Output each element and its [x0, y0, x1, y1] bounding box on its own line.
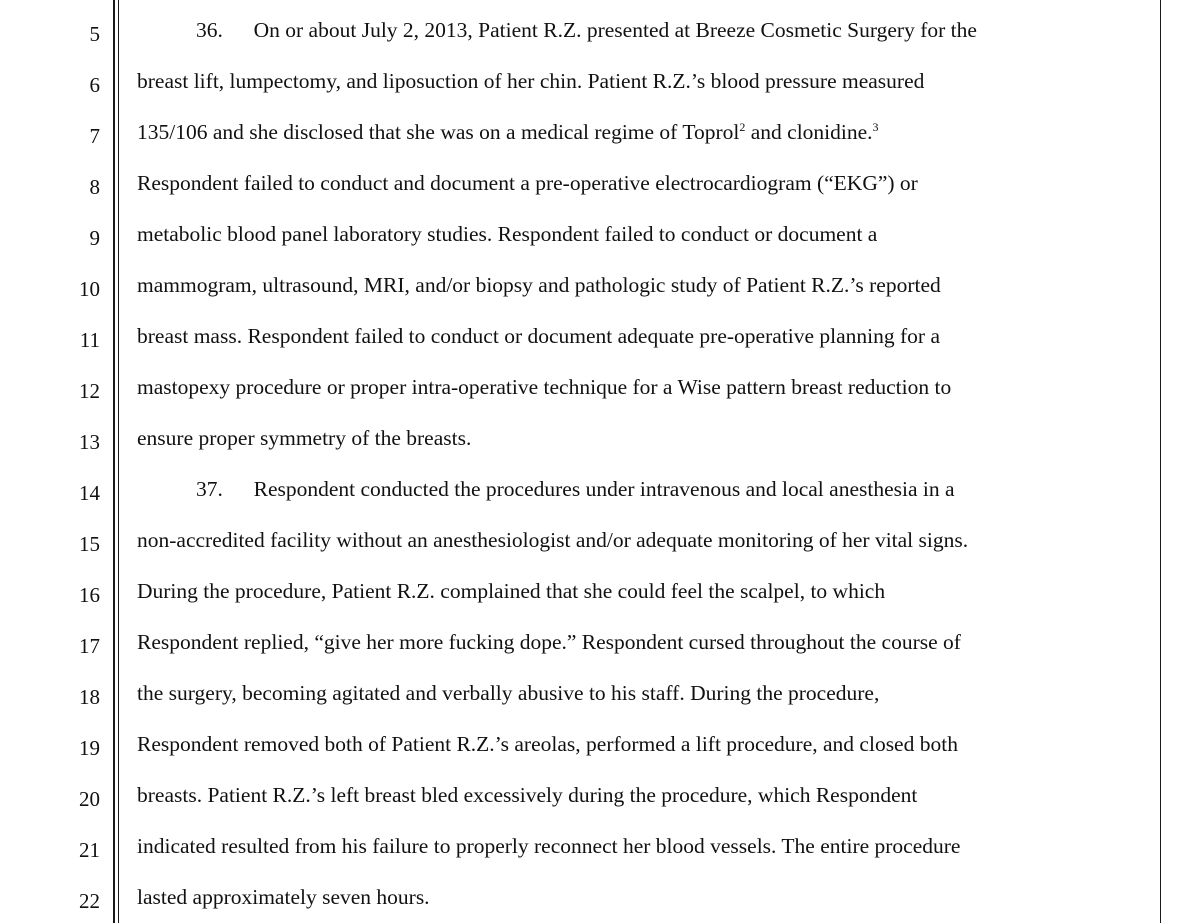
text-line: breast lift, lumpectomy, and liposuction of her chin. Patient R.Z.’s blood pressure measured	[137, 69, 925, 93]
line-number: 21	[79, 838, 100, 862]
line-number: 11	[79, 328, 100, 352]
text-line: metabolic blood panel laboratory studies. Respondent failed to conduct or document a	[137, 222, 878, 246]
text-line: breasts. Patient R.Z.’s left breast bled excessively during the procedure, which Respondent	[137, 783, 918, 807]
line-number: 13	[79, 430, 100, 454]
text-line: indicated resulted from his failure to properly reconnect her blood vessels. The entire procedure	[137, 834, 961, 858]
line-number: 10	[79, 277, 100, 301]
text-line: non-accredited facility without an anesthesiologist and/or adequate monitoring of her vital signs.	[137, 528, 969, 552]
paragraph-number: 37.	[196, 477, 223, 501]
right-margin-rule	[1160, 0, 1161, 923]
text-line: Respondent removed both of Patient R.Z.’s areolas, performed a lift procedure, and closed both	[137, 732, 958, 756]
text-line: mammogram, ultrasound, MRI, and/or biopsy and pathologic study of Patient R.Z.’s reported	[137, 273, 941, 297]
text-line: breast mass. Respondent failed to conduct or document adequate pre-operative planning for a	[137, 324, 940, 348]
text-line: Respondent failed to conduct and document a pre-operative electrocardiogram (“EKG”) or	[137, 171, 918, 195]
line-number: 19	[79, 736, 100, 760]
line-number: 16	[79, 583, 100, 607]
text-line: ensure proper symmetry of the breasts.	[137, 426, 472, 450]
paragraph-first-line	[196, 18, 977, 42]
footnote-ref-2[interactable]: 2	[739, 119, 746, 134]
line-number: 5	[89, 22, 100, 46]
line-number: 12	[79, 379, 100, 403]
paragraph-first-line	[196, 477, 955, 501]
text-line-with-footnotes	[137, 120, 879, 144]
line-number: 18	[79, 685, 100, 709]
text-line: Respondent conducted the procedures under intravenous and local anesthesia in a	[253, 477, 955, 501]
text-segment: 135/106 and she disclosed that she was on a medical regime of Toprol	[137, 120, 740, 144]
text-line: lasted approximately seven hours.	[137, 885, 430, 909]
line-number: 14	[79, 481, 100, 505]
left-margin-rule-outer	[113, 0, 115, 923]
line-number: 15	[79, 532, 100, 556]
line-number: 7	[89, 124, 100, 148]
text-line: Respondent replied, “give her more fucking dope.” Respondent cursed throughout the course of	[137, 630, 961, 654]
line-number: 22	[79, 889, 100, 913]
text-line: On or about July 2, 2013, Patient R.Z. presented at Breeze Cosmetic Surgery for the	[253, 18, 977, 42]
paragraph-number: 36.	[196, 18, 223, 42]
line-number: 17	[79, 634, 100, 658]
text-line: the surgery, becoming agitated and verbally abusive to his staff. During the procedure,	[137, 681, 880, 705]
line-number: 6	[89, 73, 100, 97]
text-line: mastopexy procedure or proper intra-operative technique for a Wise pattern breast reduction to	[137, 375, 952, 399]
text-segment: and clonidine.	[745, 120, 873, 144]
line-number: 8	[89, 175, 100, 199]
left-margin-rule-inner	[118, 0, 119, 923]
line-number: 20	[79, 787, 100, 811]
footnote-ref-3[interactable]: 3	[872, 119, 879, 134]
line-number: 9	[89, 226, 100, 250]
text-line: During the procedure, Patient R.Z. complained that she could feel the scalpel, to which	[137, 579, 886, 603]
